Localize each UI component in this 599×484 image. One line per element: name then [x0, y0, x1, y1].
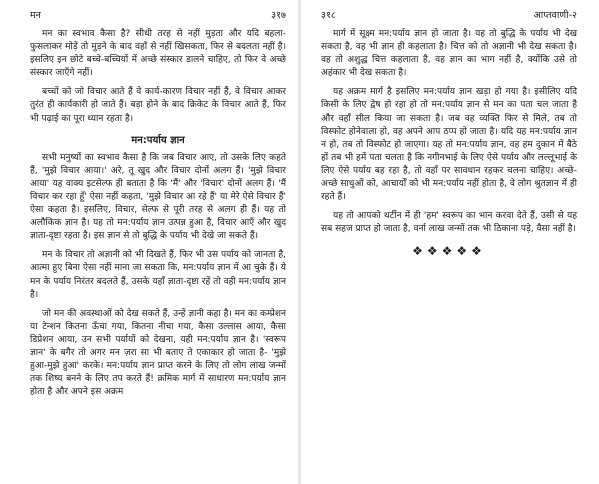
right-page-number: ३१८ — [321, 10, 336, 21]
right-paragraph-2: यह अक्रम मार्ग है इसलिए मन:पर्याय ज्ञान खड़ा हो गया है। इसीलिए यदि किसी के लिए द्वेष हो रहा हो तो मन:पर्याय ज्ञान से मन का पता चल जाता है और वहाँ सील किया जा सकता है। जब वह व्यक्ति फिर से मिले, तब तो विस्फोट होनेवाला हो, वह अपने आप ठप्प हो जाता है। यदि यह मन:पर्याय ज्ञान न हो, तब तो विस्फोट हो जाएगा। यह तो मन:पर्याय ज्ञान, वह हम दुकान में बैठे हों तब भी हमें पता चलता है कि नगीनभाई के लिए ऐसे पर्याय और लल्लूभाई के लिए ऐसे पर्याय बह रहा है, तो वहाँ पर सावधान रहकर चलना चाहिए। अच्छे-अच्छे साधुओं को, आचार्यों को भी मन:पर्याय नहीं होता है, वे लोग श्रुतज्ञान में ही रहते हैं। — [321, 87, 577, 203]
left-paragraph-1: मन का स्वभाव कैसा है? सीधी तरह से नहीं मुड़ता और यदि बहला-फुसलाकर मोड़ें तो मुड़ने के बाद वहाँ से नहीं खिसकता, फिर से बदलता नहीं है। इसलिए इन छोटे बच्चे-बच्चियों में अच्छे संस्कार डालने चाहिए, तो फिर वे अच्छे संस्कार जाएँगे नहीं। — [30, 29, 286, 79]
right-paragraph-1: मार्ग में सूक्ष्म मन:पर्याय ज्ञान हो जाता है। यह तो बुद्धि के पर्याय भी देख सकता है, वह भी ज्ञान ही कहलाता है। चित्त को तो अज्ञानी भी देख सकता है। वह तो अशुद्ध चित्त कहलाता है, वह ज्ञान का भाग नहीं है, क्योंकि उसे तो अहंकार भी देख सकता है। — [321, 29, 577, 79]
left-paragraph-2: बच्चों को जो विचार आते हैं वे कार्य-कारण विचार नहीं हैं, वे विचार आकर तुरंत ही कार्यकारी हो जाते हैं। बड़ा होने के बाद क्रिकेट के विचार आते हैं, फिर भी पढ़ाई का पूरा ध्यान रहता है। — [30, 87, 286, 124]
left-paragraph-4: मन के विचार तो अज्ञानी को भी दिखते हैं, फिर भी उस पर्याय को जानता है, आत्मा हुए बिना ऐसा नहीं माना जा सकता कि, मन:पर्याय ज्ञान में आ चुके हैं। ये मन के पर्याय निरंतर बदलते हैं, उसके यहाँ ज्ञाता-दृष्टा रहें तो वही मन:पर्याय ज्ञान है। — [30, 250, 286, 300]
right-page-header — [321, 8, 577, 22]
left-paragraph-3: सभी मनुष्यों का स्वभाव कैसा है कि जब विचार आए, तो उसके लिए कहते हैं, 'मुझे विचार आया।' अरे, तू खुद और विचार दोनों अलग हैं। 'मुझे विचार आया' यह वाक्य इटसेल्फ ही बताता है कि 'मैं' और 'विचार' दोनों अलग हैं। 'मैं विचार कर रहा हूँ' ऐसा नहीं कहता, 'मुझे विचार आ रहे हैं' या मेरे ऐसे विचार हैं' ऐसा कहता है। इसलिए, विचार, सेल्फ से पूरी तरह से अलग ही हैं। यह तो अलौकिक ज्ञान है। यह तो मन:पर्याय ज्ञान उत्पन्न हुआ है, विचार आएँ और खुद ज्ञाता-दृष्टा रहता है। इस ज्ञान से तो बुद्धि के पर्याय भी देखे जा सकते हैं। — [30, 152, 286, 242]
left-page — [0, 0, 296, 484]
right-page — [303, 0, 599, 484]
page-gutter — [298, 0, 301, 484]
section-end-ornament: ❖❖❖❖❖ — [412, 244, 486, 259]
section-heading: मन:पर्याय ज्ञान — [131, 134, 185, 146]
right-paragraph-3: यह तो आपको थर्टीन में ही 'हम' स्वरूप का भान करवा देते हैं, उसी से यह सब सहज प्राप्त हो जाता है, वर्ना लाख जन्मों तक भी ठिकाना पड़े, वैसा नहीं है। — [321, 211, 577, 235]
left-page-header — [30, 8, 286, 22]
left-paragraph-5: जो मन की अवस्थाओं को देख सकते हैं, उन्हें ज्ञानी कहा है। मन का कम्प्रेशन या टेन्शन कितना ऊँचा गया, कितना नीचा गया, कैसा उल्लास आया, कैसा डिप्रेशन आया, उन सभी पर्यायों को देखना, यही मन:पर्याय ज्ञान है। 'स्वरूप ज्ञान' के बगैर तो अगर मन ज़रा सा भी बताए ते एकाकार हो जाता है- 'मुझे हुआ-मुझे हुआ' करके। मन:पर्याय ज्ञान प्राप्त करने के लिए तो लोग लाख जन्मों तक शिष्य बनने के लिए तप करते हैं! क्रमिक मार्ग में साधारण मन:पर्याय ज्ञान होता है और अपने इस अक्रम — [30, 308, 286, 398]
left-page-number: ३१७ — [271, 10, 286, 21]
left-running-title: मन — [30, 10, 41, 21]
right-running-title: आप्तवाणी-२ — [533, 10, 577, 21]
